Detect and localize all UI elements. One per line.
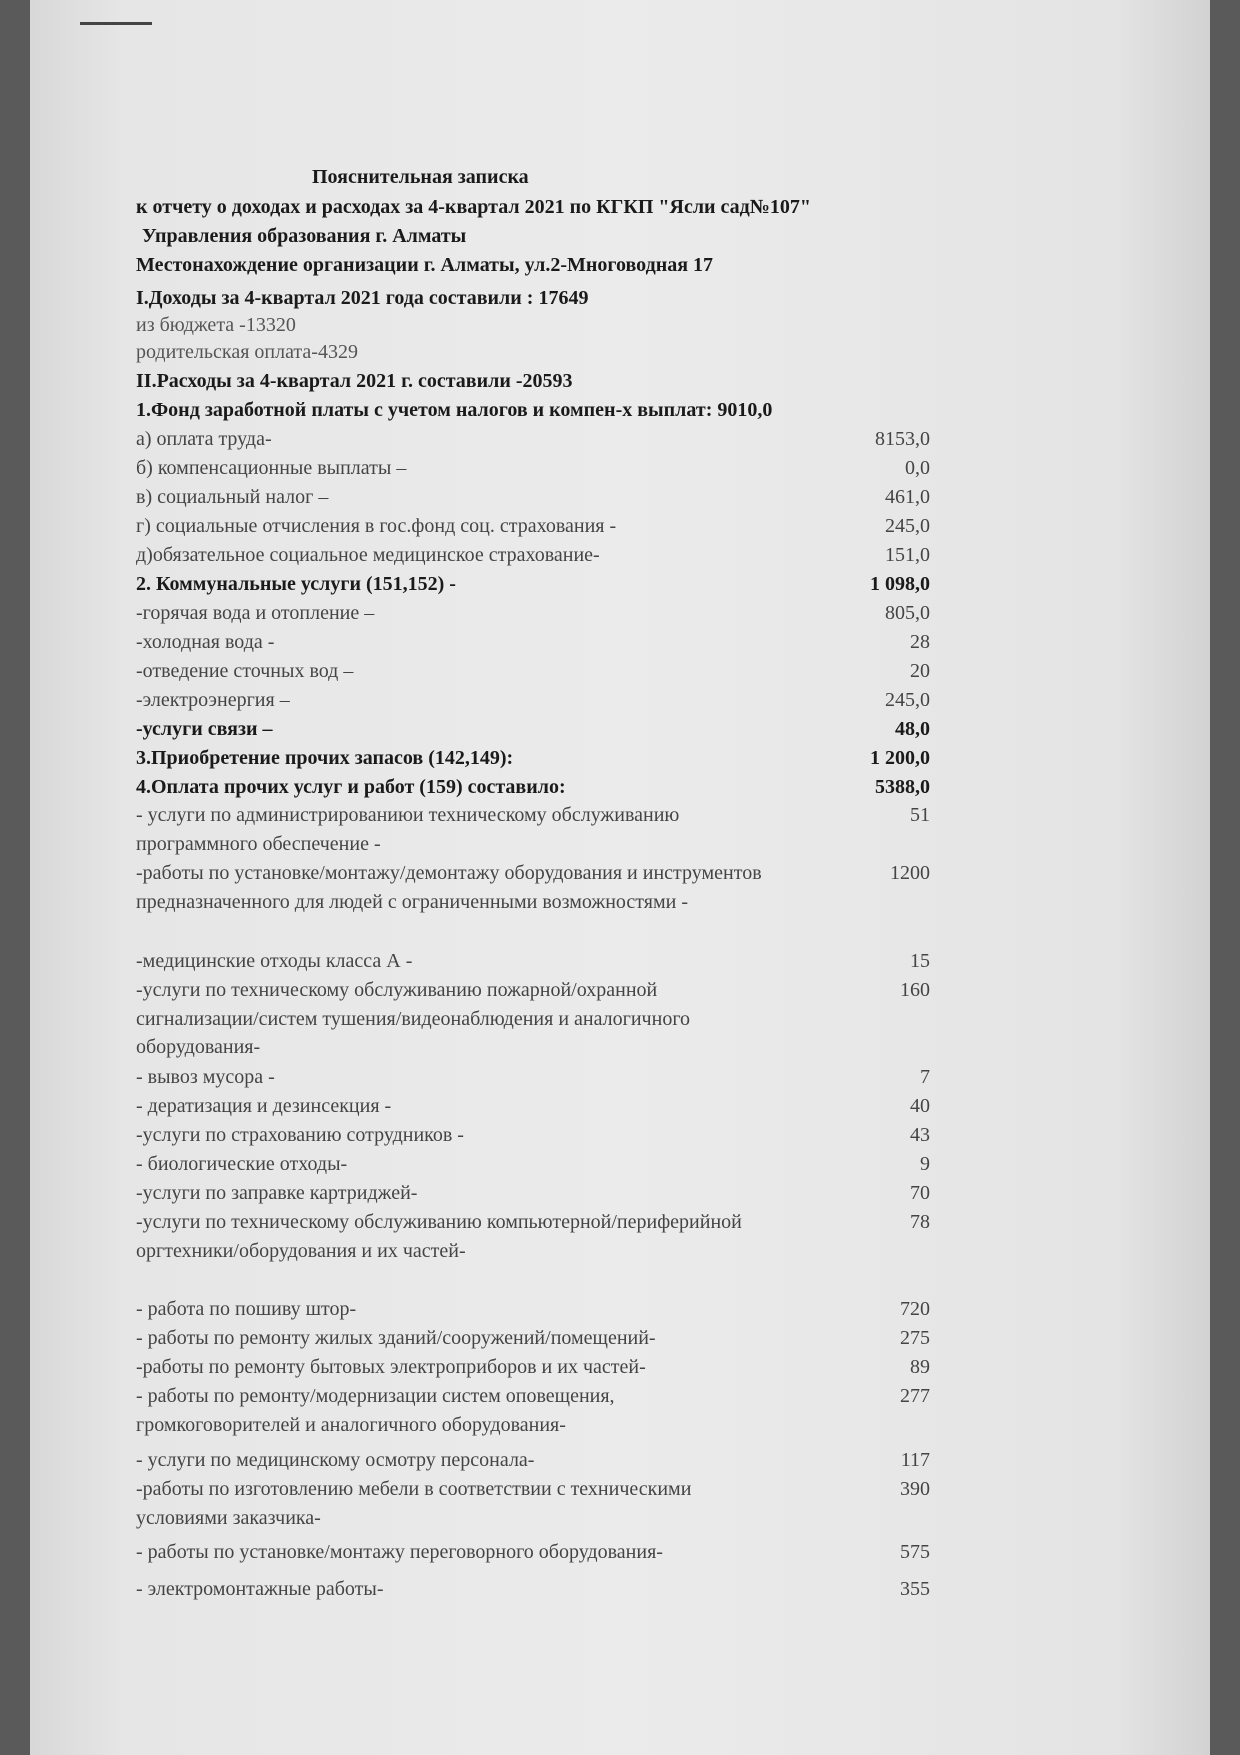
expense-value: 117 <box>900 1449 930 1471</box>
expense-value: 1 200,0 <box>870 747 930 769</box>
expense-label: -работы по ремонту бытовых электроприборов и их частей- <box>136 1356 646 1378</box>
expense-row <box>136 1353 930 1382</box>
expense-label: -услуги по техническому обслуживанию пожарной/охранной сигнализации/систем тушения/видеонаблюдения и аналогичного оборудования- <box>136 979 691 1058</box>
expense-value: 40 <box>910 1095 930 1117</box>
expense-value: 575 <box>900 1541 930 1563</box>
expense-row <box>136 396 930 425</box>
expense-label: г) социальные отчисления в гос.фонд соц. страхования - <box>136 515 617 537</box>
expense-value: 805,0 <box>885 602 930 624</box>
expense-value: 245,0 <box>885 689 930 711</box>
expense-value: 43 <box>910 1124 930 1146</box>
expense-row <box>136 512 930 541</box>
expense-label: - услуги по медицинскому осмотру персонала- <box>136 1449 535 1471</box>
expense-value: 28 <box>910 631 930 653</box>
doc-subtitle-line2: Управления образования г. Алматы <box>142 225 467 247</box>
doc-subtitle-line1: к отчету о доходах и расходах за 4-квартал 2021 по КГКП "Ясли сад№107" <box>136 196 811 218</box>
expense-label: - вывоз мусора - <box>136 1066 275 1088</box>
expense-value: 355 <box>900 1578 930 1600</box>
expense-row <box>136 859 930 916</box>
expense-row <box>136 1538 930 1567</box>
expense-label: -холодная вода - <box>136 631 275 653</box>
expense-row <box>136 599 930 628</box>
expense-value: 48,0 <box>895 718 930 740</box>
expense-row <box>136 657 930 686</box>
expense-label: - биологические отходы- <box>136 1153 348 1175</box>
expense-value: 461,0 <box>885 486 930 508</box>
income-heading: I.Доходы за 4-квартал 2021 года составили : 17649 <box>136 287 589 309</box>
expense-row <box>136 454 930 483</box>
expense-label: - дератизация и дезинсекция - <box>136 1095 392 1117</box>
expense-value: 720 <box>900 1298 930 1320</box>
expense-label: а) оплата труда- <box>136 428 272 450</box>
expense-value: 15 <box>910 950 930 972</box>
expense-row <box>136 1150 930 1179</box>
expense-label: - работы по ремонту жилых зданий/сооружений/помещений- <box>136 1327 656 1349</box>
expense-label: -работы по изготовлению мебели в соответствии с техническими условиями заказчика- <box>136 1478 692 1529</box>
expense-row <box>136 947 930 976</box>
expense-row <box>136 628 930 657</box>
expense-row <box>136 1092 930 1121</box>
expense-label: -электроэнергия – <box>136 689 290 711</box>
expense-row <box>136 1295 930 1324</box>
expense-label: -горячая вода и отопление – <box>136 602 375 624</box>
expense-row <box>136 976 930 1062</box>
doc-title: Пояснительная записка <box>312 166 529 188</box>
expense-value: 275 <box>900 1327 930 1349</box>
expense-label: - электромонтажные работы- <box>136 1578 384 1600</box>
expense-label: 2. Коммунальные услуги (151,152) - <box>136 573 456 595</box>
expense-label: -услуги по страхованию сотрудников - <box>136 1124 464 1146</box>
corner-mark <box>80 22 152 25</box>
expense-row <box>136 686 930 715</box>
expense-label: б) компенсационные выплаты – <box>136 457 407 479</box>
expense-row <box>136 541 930 570</box>
expense-label: 1.Фонд заработной платы с учетом налогов и компен-х выплат: 9010,0 <box>136 399 773 421</box>
expense-value: 1 098,0 <box>870 573 930 595</box>
expense-value: 51 <box>910 804 930 826</box>
expense-value: 160 <box>900 979 930 1001</box>
expense-row <box>136 570 930 599</box>
expense-row <box>136 1382 930 1439</box>
expense-value: 245,0 <box>885 515 930 537</box>
expense-value: 9 <box>920 1153 930 1175</box>
expense-row <box>136 1179 930 1208</box>
expense-heading: II.Расходы за 4-квартал 2021 г. составили -20593 <box>136 370 573 392</box>
expense-value: 1200 <box>890 862 930 884</box>
expense-label: - работа по пошиву штор- <box>136 1298 357 1320</box>
expense-value: 390 <box>900 1478 930 1500</box>
expense-row <box>136 425 930 454</box>
expense-label: - работы по установке/монтажу переговорного оборудования- <box>136 1541 663 1563</box>
income-parents: родительская оплата-4329 <box>136 341 358 363</box>
expense-label: д)обязательное социальное медицинское страхование- <box>136 544 600 566</box>
expense-label: 3.Приобретение прочих запасов (142,149): <box>136 747 514 769</box>
expense-label: в) социальный налог – <box>136 486 329 508</box>
expense-value: 5388,0 <box>875 776 930 798</box>
doc-subtitle-line3: Местонахождение организации г. Алматы, ул.2-Многоводная 17 <box>136 254 714 276</box>
expense-row <box>136 1063 930 1092</box>
expense-value: 0,0 <box>905 457 930 479</box>
expense-value: 151,0 <box>885 544 930 566</box>
expense-value: 7 <box>920 1066 930 1088</box>
expense-value: 78 <box>910 1211 930 1233</box>
expense-label: -услуги связи – <box>136 718 273 740</box>
expense-row <box>136 1575 930 1604</box>
expense-value: 89 <box>910 1356 930 1378</box>
expense-label: - работы по ремонту/модернизации систем оповещения, громкоговорителей и аналогичного оборудования- <box>136 1385 615 1436</box>
expense-row <box>136 1208 930 1265</box>
expense-row <box>136 1324 930 1353</box>
income-budget: из бюджета -13320 <box>136 314 296 336</box>
expense-label: -услуги по техническому обслуживанию компьютерной/периферийной оргтехники/оборудования и их частей- <box>136 1211 742 1262</box>
expense-label: -медицинские отходы класса А - <box>136 950 413 972</box>
expense-row <box>136 483 930 512</box>
expense-label: -услуги по заправке картриджей- <box>136 1182 418 1204</box>
expense-label: 4.Оплата прочих услуг и работ (159) составило: <box>136 776 566 798</box>
expense-row <box>136 773 930 802</box>
expense-row <box>136 1121 930 1150</box>
expense-row <box>136 744 930 773</box>
expense-row <box>136 1446 930 1475</box>
expense-row <box>136 1475 930 1532</box>
expense-value: 70 <box>910 1182 930 1204</box>
expense-row <box>136 801 930 858</box>
expense-label: -работы по установке/монтажу/демонтажу оборудования и инструментов предназначенного для людей с ограниченными возможностями - <box>136 862 762 913</box>
expense-value: 277 <box>900 1385 930 1407</box>
expense-value: 20 <box>910 660 930 682</box>
expense-label: -отведение сточных вод – <box>136 660 354 682</box>
expense-value: 8153,0 <box>875 428 930 450</box>
expense-row <box>136 715 930 744</box>
expense-label: - услуги по администрированиюи техническому обслуживанию программного обеспечение - <box>136 804 680 855</box>
